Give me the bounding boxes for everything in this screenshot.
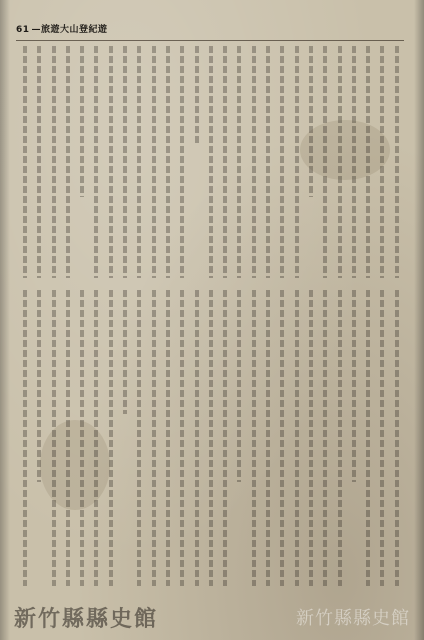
text-column bbox=[277, 290, 287, 586]
text-column bbox=[206, 46, 216, 278]
text-column bbox=[263, 46, 273, 278]
text-column bbox=[149, 290, 159, 586]
text-column bbox=[20, 46, 30, 278]
text-column bbox=[335, 290, 345, 586]
text-column bbox=[192, 290, 202, 586]
text-column bbox=[306, 46, 316, 278]
text-column bbox=[77, 290, 87, 586]
text-column bbox=[234, 46, 244, 278]
text-column bbox=[335, 46, 345, 278]
text-column bbox=[177, 46, 187, 278]
text-column bbox=[220, 290, 230, 586]
header-rule bbox=[16, 40, 404, 41]
text-column bbox=[277, 46, 287, 278]
text-column bbox=[234, 290, 244, 586]
text-column bbox=[63, 290, 73, 586]
text-column bbox=[120, 290, 130, 586]
text-column bbox=[134, 46, 144, 278]
watermark-right: 新竹縣縣史館 bbox=[296, 608, 410, 629]
text-column bbox=[149, 46, 159, 278]
header-dash: — bbox=[31, 25, 42, 35]
text-column bbox=[292, 46, 302, 278]
text-column bbox=[20, 290, 30, 586]
text-column bbox=[177, 290, 187, 586]
text-column bbox=[106, 290, 116, 586]
text-columns-top bbox=[20, 46, 402, 278]
text-column bbox=[249, 290, 259, 586]
text-column bbox=[49, 290, 59, 586]
text-column bbox=[49, 46, 59, 278]
text-column bbox=[292, 290, 302, 586]
page-number: 61 bbox=[16, 25, 30, 35]
text-column bbox=[263, 290, 273, 586]
text-column bbox=[206, 290, 216, 586]
text-column bbox=[363, 290, 373, 586]
text-column bbox=[192, 46, 202, 278]
text-column bbox=[220, 46, 230, 278]
text-column bbox=[63, 46, 73, 278]
text-band-top bbox=[20, 46, 402, 278]
text-column bbox=[163, 46, 173, 278]
text-column bbox=[349, 290, 359, 586]
watermark-left: 新竹縣縣史館 bbox=[14, 605, 159, 632]
text-column bbox=[249, 46, 259, 278]
page-edge-shadow-left bbox=[0, 0, 10, 640]
text-column bbox=[392, 46, 402, 278]
text-column bbox=[363, 46, 373, 278]
text-column bbox=[34, 46, 44, 278]
text-column bbox=[77, 46, 87, 278]
text-column bbox=[392, 290, 402, 586]
text-column bbox=[320, 46, 330, 278]
text-column bbox=[134, 290, 144, 586]
text-column bbox=[377, 290, 387, 586]
text-column bbox=[91, 46, 101, 278]
running-header bbox=[16, 22, 108, 35]
page-edge-shadow-right bbox=[414, 0, 424, 640]
text-column bbox=[120, 46, 130, 278]
text-column bbox=[34, 290, 44, 586]
archive-watermark bbox=[0, 600, 424, 634]
text-column bbox=[106, 46, 116, 278]
text-column bbox=[306, 290, 316, 586]
text-column bbox=[377, 46, 387, 278]
text-columns-bottom bbox=[20, 290, 402, 586]
text-column bbox=[349, 46, 359, 278]
text-band-bottom bbox=[20, 290, 402, 586]
running-title: 旅遊大山登紀遊 bbox=[41, 25, 108, 35]
text-column bbox=[320, 290, 330, 586]
text-column bbox=[163, 290, 173, 586]
text-column bbox=[91, 290, 101, 586]
